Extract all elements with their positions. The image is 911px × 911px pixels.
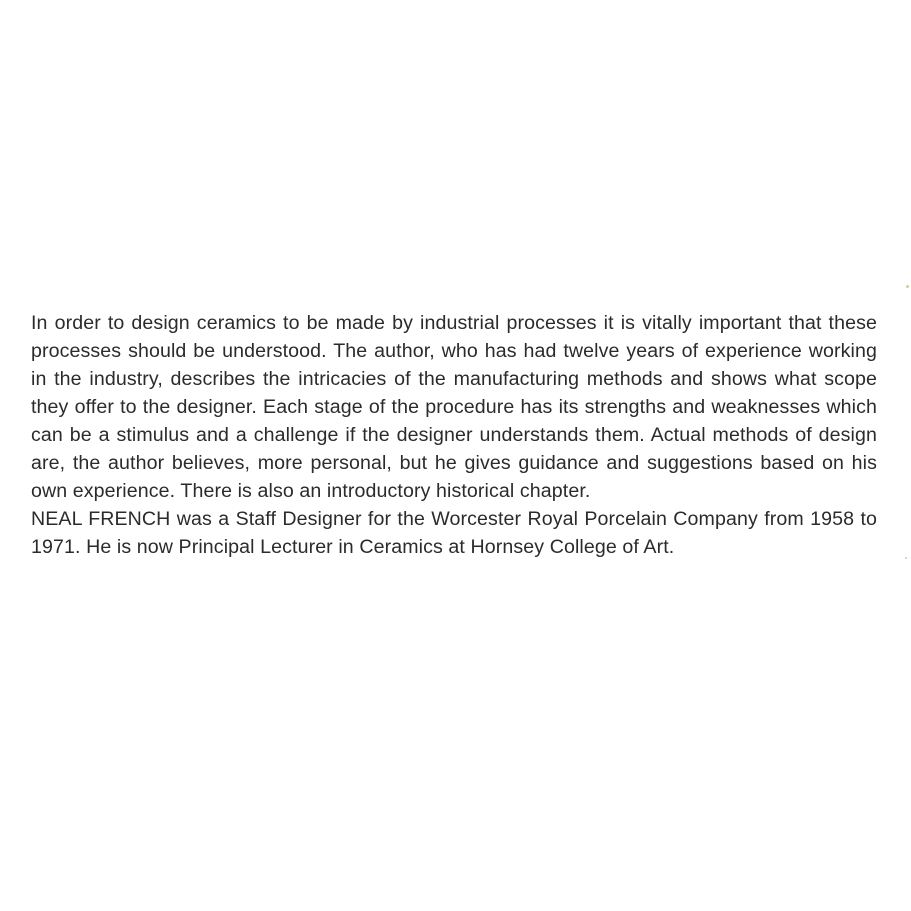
author-bio-paragraph: NEAL FRENCH was a Staff Designer for the Worcester Royal Porcelain Company from 1958 to 1971. He is now Principal Lecturer in Ceramics at Hornsey College of Art. bbox=[31, 508, 877, 558]
book-blurb bbox=[31, 309, 877, 561]
paper-speck bbox=[905, 557, 907, 559]
description-paragraph: In order to design ceramics to be made by industrial processes it is vitally important that these processes should be understood. The author, who has had twelve years of experience working in the industry, describes the intricacies of the manufacturing methods and shows what scope they offer to the designer. Each stage of the procedure has its strengths and weaknesses which can be a stimulus and a challenge if the designer understands them. Actual methods of design are, the author believes, more personal, but he gives guidance and suggestions based on his own experience. There is also an introductory historical chapter. bbox=[31, 312, 877, 502]
paper-speck bbox=[906, 285, 909, 288]
